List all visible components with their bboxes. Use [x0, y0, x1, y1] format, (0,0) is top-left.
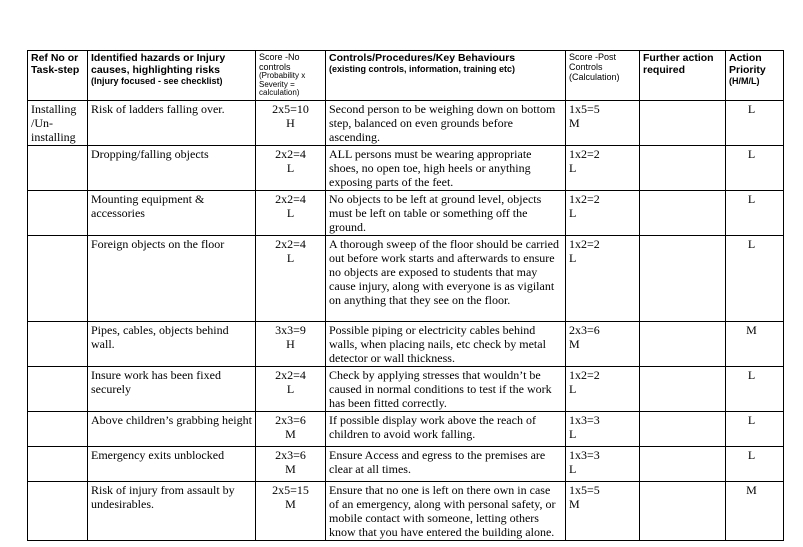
score-no-value: 2x3=6: [275, 448, 306, 462]
rating-post-value: L: [569, 161, 577, 175]
score-no-cell: [256, 236, 326, 322]
score-post-cell: [566, 367, 640, 412]
controls-cell: Check by applying stresses that wouldn’t be caused in normal conditions to test if the work has been fitted correctly.: [326, 367, 566, 412]
score-post-cell: [566, 191, 640, 236]
further-action-cell: [640, 447, 726, 482]
priority-value: L: [747, 237, 756, 251]
header-score-no-controls: [256, 51, 326, 101]
rating-post-value: L: [569, 427, 577, 441]
table-row: [28, 482, 784, 541]
priority-cell: [726, 101, 784, 146]
score-post-value: 1x5=5: [569, 102, 600, 116]
score-no-cell: [256, 412, 326, 447]
ref-cell: [28, 236, 88, 322]
priority-value: M: [746, 323, 757, 337]
header-controls-title: Controls/Procedures/Key Behaviours: [329, 52, 516, 64]
header-hazards: [88, 51, 256, 101]
rating-post-value: L: [569, 462, 577, 476]
score-post-value: 1x2=2: [569, 368, 600, 382]
rating-no-value: M: [285, 497, 296, 511]
score-no-cell: [256, 447, 326, 482]
rating-no-value: M: [285, 427, 296, 441]
score-post-cell: [566, 101, 640, 146]
priority-value: L: [747, 147, 756, 161]
header-ref-line1: Ref No or: [31, 52, 79, 64]
priority-cell: [726, 482, 784, 541]
score-post-value: 1x2=2: [569, 147, 600, 161]
controls-cell: Ensure Access and egress to the premises are clear at all times.: [326, 447, 566, 482]
table-row: [28, 447, 784, 482]
priority-cell: [726, 236, 784, 322]
ref-cell: [28, 412, 88, 447]
score-no-cell: [256, 367, 326, 412]
rating-post-value: L: [569, 382, 577, 396]
priority-value: M: [746, 483, 757, 497]
hazard-cell: Risk of ladders falling over.: [88, 101, 256, 146]
score-post-cell: [566, 236, 640, 322]
further-action-cell: [640, 191, 726, 236]
header-score-no-title: Score -No controls: [259, 52, 300, 72]
ref-cell: [28, 367, 88, 412]
header-priority: [726, 51, 784, 101]
priority-cell: [726, 447, 784, 482]
header-further-action: [640, 51, 726, 101]
score-no-cell: [256, 146, 326, 191]
rating-no-value: L: [286, 382, 295, 396]
header-score-no-sub: (Probability x Severity = calculation): [259, 71, 306, 97]
rating-no-value: L: [286, 161, 295, 175]
score-no-value: 2x2=4: [275, 192, 306, 206]
header-priority-title: Action Priority: [729, 52, 766, 76]
controls-cell: No objects to be left at ground level, objects must be left on table or something off the ground.: [326, 191, 566, 236]
rating-post-value: M: [569, 497, 580, 511]
rating-no-value: M: [285, 462, 296, 476]
rating-no-value: H: [286, 337, 295, 351]
score-post-value: 1x2=2: [569, 192, 600, 206]
controls-cell: If possible display work above the reach of children to avoid work falling.: [326, 412, 566, 447]
header-priority-sub: (H/M/L): [729, 76, 760, 86]
hazard-cell: Risk of injury from assault by undesirables.: [88, 482, 256, 541]
controls-cell: ALL persons must be wearing appropriate shoes, no open toe, high heels or anything exposing parts of the feet.: [326, 146, 566, 191]
priority-cell: [726, 322, 784, 367]
score-post-cell: [566, 146, 640, 191]
score-no-value: 2x2=4: [275, 147, 306, 161]
further-action-cell: [640, 101, 726, 146]
score-no-value: 2x2=4: [275, 368, 306, 382]
score-post-value: 1x5=5: [569, 483, 600, 497]
table-row: [28, 146, 784, 191]
further-action-cell: [640, 322, 726, 367]
table-row: [28, 236, 784, 322]
ref-cell: [28, 482, 88, 541]
ref-cell: [28, 191, 88, 236]
score-no-cell: [256, 482, 326, 541]
controls-cell: A thorough sweep of the floor should be carried out before work starts and afterwards to ensure no objects are exposed to students that may cause injury, along with everyone is as vigilant on anything that they see on the floor.: [326, 236, 566, 322]
score-no-value: 2x5=15: [272, 483, 309, 497]
score-post-cell: [566, 322, 640, 367]
score-post-cell: [566, 482, 640, 541]
score-post-cell: [566, 447, 640, 482]
further-action-cell: [640, 412, 726, 447]
rating-no-value: H: [286, 116, 295, 130]
controls-cell: Second person to be weighing down on bottom step, balanced on even grounds before ascending.: [326, 101, 566, 146]
score-no-value: 2x3=6: [275, 413, 306, 427]
rating-post-value: M: [569, 337, 580, 351]
hazard-cell: Mounting equipment & accessories: [88, 191, 256, 236]
hazard-cell: Emergency exits unblocked: [88, 447, 256, 482]
priority-cell: [726, 191, 784, 236]
further-action-cell: [640, 236, 726, 322]
hazard-cell: Pipes, cables, objects behind wall.: [88, 322, 256, 367]
header-controls: [326, 51, 566, 101]
header-ref-line2: Task-step: [31, 64, 80, 76]
priority-cell: [726, 412, 784, 447]
priority-cell: [726, 146, 784, 191]
table-row: [28, 101, 784, 146]
header-ref: [28, 51, 88, 101]
header-score-post-title: Score -Post Controls: [569, 52, 617, 72]
ref-cell: [28, 322, 88, 367]
further-action-cell: [640, 482, 726, 541]
rating-post-value: L: [569, 251, 577, 265]
score-no-value: 3x3=9: [275, 323, 306, 337]
priority-cell: [726, 367, 784, 412]
rating-no-value: L: [286, 206, 295, 220]
hazard-cell: Above children’s grabbing height: [88, 412, 256, 447]
hazard-cell: Insure work has been fixed securely: [88, 367, 256, 412]
score-no-cell: [256, 191, 326, 236]
hazard-cell: Foreign objects on the floor: [88, 236, 256, 322]
rating-post-value: L: [569, 206, 577, 220]
ref-cell: [28, 146, 88, 191]
header-row: [28, 51, 784, 101]
table-row: [28, 412, 784, 447]
header-hazards-sub: (Injury focused - see checklist): [91, 76, 223, 86]
controls-cell: Ensure that no one is left on there own in case of an emergency, along with personal safety, or mobile contact with someone, letting others know that you have entered the building alone.: [326, 482, 566, 541]
hazard-cell: Dropping/falling objects: [88, 146, 256, 191]
controls-cell: Possible piping or electricity cables behind walls, when placing nails, etc check by metal detector or wall thickness.: [326, 322, 566, 367]
header-score-post-controls: [566, 51, 640, 101]
score-no-cell: [256, 101, 326, 146]
score-no-cell: [256, 322, 326, 367]
ref-cell: Installing /Un-installing: [28, 101, 88, 146]
further-action-cell: [640, 367, 726, 412]
header-hazards-title: Identified hazards or Injury causes, highlighting risks: [91, 52, 226, 76]
priority-value: L: [747, 413, 756, 427]
rating-no-value: L: [286, 251, 295, 265]
further-action-cell: [640, 146, 726, 191]
priority-value: L: [747, 192, 756, 206]
score-post-value: 1x3=3: [569, 413, 600, 427]
header-score-post-sub: (Calculation): [569, 72, 620, 82]
risk-assessment-table: [27, 50, 784, 541]
header-controls-sub: (existing controls, information, training etc): [329, 64, 516, 74]
score-post-value: 2x3=6: [569, 323, 600, 337]
score-no-value: 2x5=10: [272, 102, 309, 116]
table-row: [28, 367, 784, 412]
score-post-value: 1x3=3: [569, 448, 600, 462]
ref-cell: [28, 447, 88, 482]
header-further-action-label: Further action required: [643, 52, 714, 76]
score-post-cell: [566, 412, 640, 447]
priority-value: L: [747, 368, 756, 382]
priority-value: L: [747, 102, 756, 116]
rating-post-value: M: [569, 116, 580, 130]
table-row: [28, 191, 784, 236]
priority-value: L: [747, 448, 756, 462]
score-no-value: 2x2=4: [275, 237, 306, 251]
table-row: [28, 322, 784, 367]
score-post-value: 1x2=2: [569, 237, 600, 251]
